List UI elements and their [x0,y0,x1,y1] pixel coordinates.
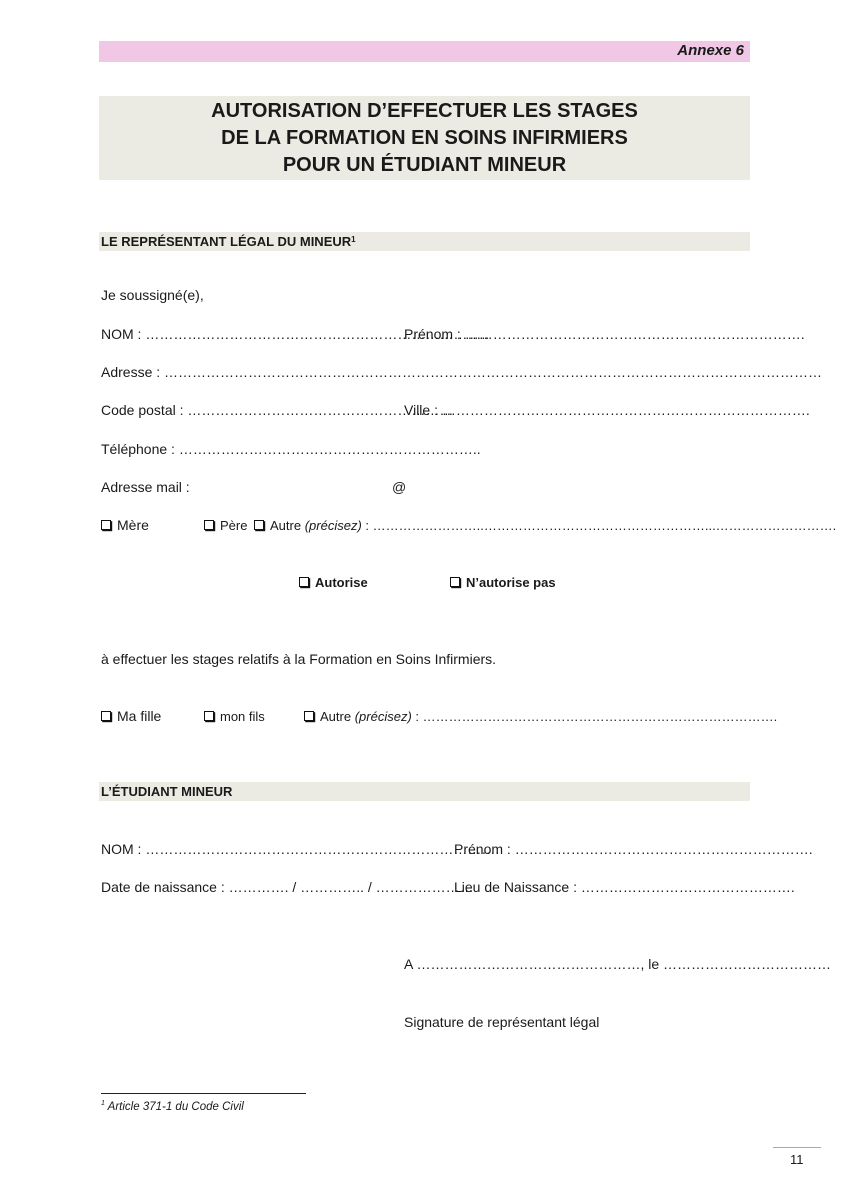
checkbox-icon[interactable] [304,711,314,721]
intro-text: Je soussigné(e), [101,287,204,303]
checkbox-autorise[interactable] [299,575,368,590]
precisez-label: (précisez) [304,518,362,533]
checkbox-icon[interactable] [254,520,264,530]
autre-enfant-precision-field[interactable]: : ………………………………………………………………………. [411,709,778,724]
autorise-label: Autorise [315,575,368,590]
section-heading-legal-representative [99,232,750,251]
postal-code-field[interactable]: Code postal : ………………………………………………… [101,402,454,418]
footnote-text: Article 371-1 du Code Civil [104,1101,244,1113]
legal-rep-prenom-field[interactable]: Prénom : ………………………………………………………………. [404,326,805,342]
section-heading-text: LE REPRÉSENTANT LÉGAL DU MINEUR [101,234,352,249]
nautorise-label: N’autorise pas [466,575,556,590]
birth-place-field[interactable]: Lieu de Naissance : ………………………………………. [454,879,795,895]
section-heading-text: L’ÉTUDIANT MINEUR [101,784,233,799]
phone-field[interactable]: Téléphone : ……………………………………………………….. [101,441,481,457]
footnote-divider [101,1093,306,1094]
checkbox-autre-label: Autre [270,518,302,533]
stages-statement: à effectuer les stages relatifs à la Formation en Soins Infirmiers. [101,651,497,667]
page-number-divider [773,1147,821,1148]
birth-date-field[interactable]: Date de naissance : …………. / ………….. / ………………… [101,879,474,895]
checkbox-icon[interactable] [101,711,111,721]
annex-label: Annexe 6 [677,42,744,59]
checkbox-mon-fils[interactable] [204,709,265,724]
checkbox-autre[interactable] [254,518,836,533]
student-nom-field[interactable]: NOM : …………………………………………………………………. [101,841,500,857]
title-line-2: DE LA FORMATION EN SOINS INFIRMIERS [221,127,628,149]
checkbox-icon[interactable] [101,520,111,530]
checkbox-icon[interactable] [204,711,214,721]
checkbox-icon[interactable] [299,577,309,587]
document-title [99,96,750,180]
ma-fille-label: Ma fille [117,708,162,724]
email-field-label[interactable]: Adresse mail : [101,479,190,495]
place-date-field[interactable]: A …………………………………………, le ……………………………… [404,956,832,972]
checkbox-icon[interactable] [204,520,214,530]
student-prenom-field[interactable]: Prénom : ………………………………………………………. [454,841,813,857]
checkbox-autre-enfant[interactable] [304,709,777,724]
section-heading-minor-student [99,782,750,801]
autre-enfant-label: Autre [320,709,352,724]
city-field[interactable]: Ville : ……………………………………………………………………. [404,402,810,418]
legal-rep-nom-field[interactable]: NOM : ……………………………………………………………….. [101,326,490,342]
legal-rep-address-field[interactable]: Adresse : …………………………………………………………………………………………………………………………… [101,364,823,380]
title-line-1: AUTORISATION D’EFFECTUER LES STAGES [211,100,638,122]
checkbox-pere[interactable] [204,518,247,533]
checkbox-mere-label: Mère [117,517,149,533]
checkbox-ma-fille[interactable] [101,708,161,724]
checkbox-icon[interactable] [450,577,460,587]
checkbox-nautorise[interactable] [450,575,556,590]
title-line-3: POUR UN ÉTUDIANT MINEUR [282,154,567,176]
footnote-ref: 1 [351,235,356,244]
footnote [101,1101,244,1113]
checkbox-pere-label: Père [220,518,248,533]
signature-label: Signature de représentant légal [404,1014,600,1030]
autre-precision-field[interactable]: : ……………………..……………………………………………...………………………. [361,518,837,533]
checkbox-mere[interactable] [101,517,149,533]
annex-bar [99,41,750,62]
footnote-number: 1 [101,1100,105,1107]
mon-fils-label: mon fils [220,709,265,724]
precisez-label-2: (précisez) [354,709,412,724]
page-number: 11 [790,1152,804,1167]
at-sign: @ [392,479,407,495]
